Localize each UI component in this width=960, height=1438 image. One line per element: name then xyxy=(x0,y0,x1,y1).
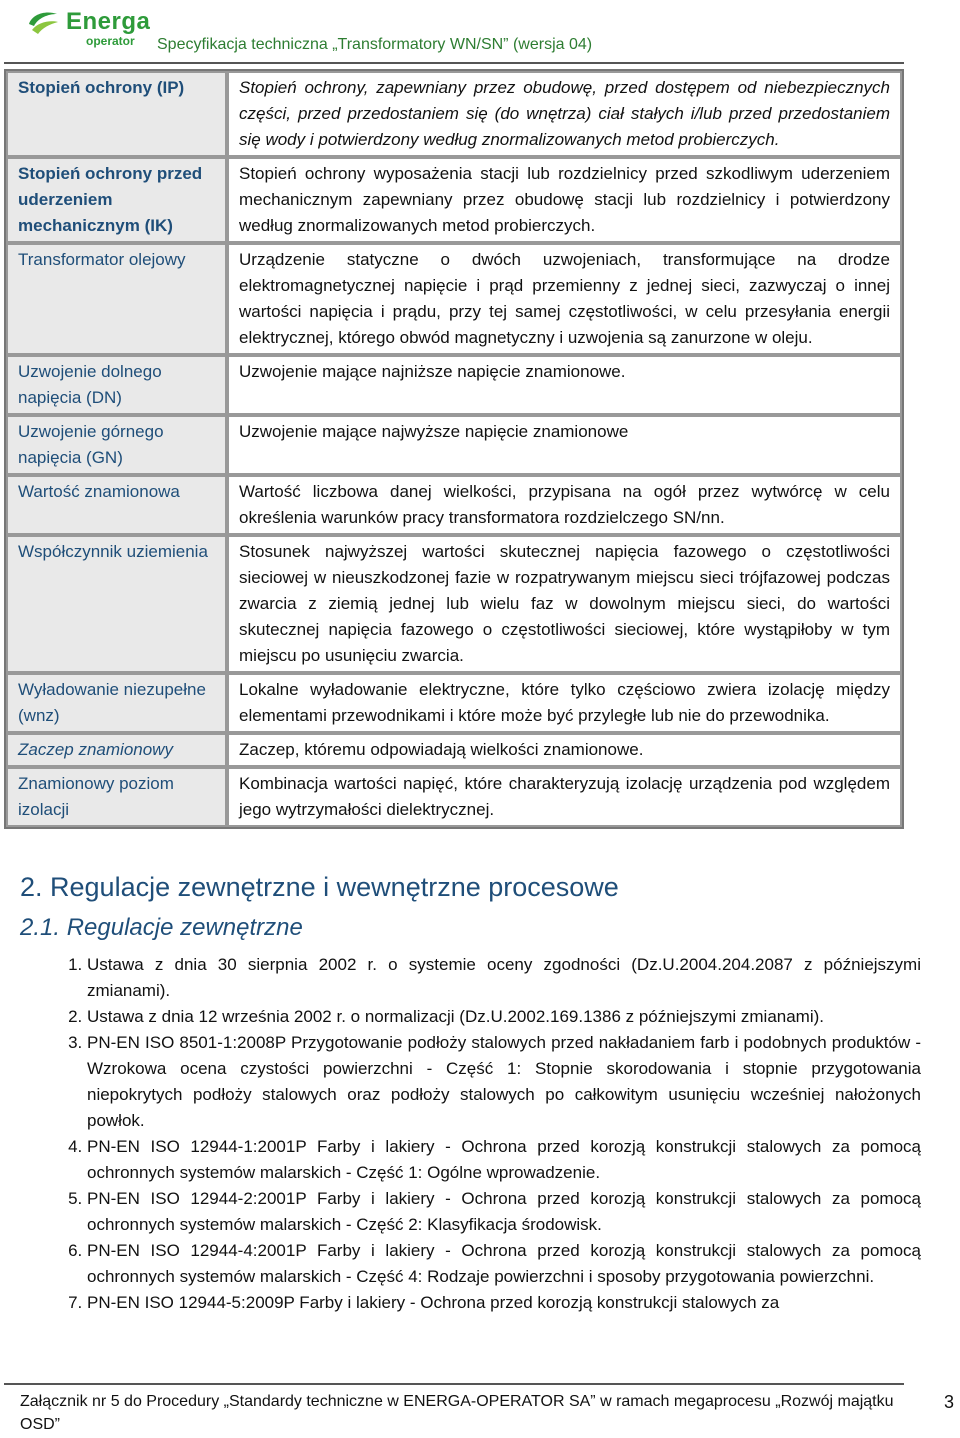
definition-term: Uzwojenie dolnego napięcia (DN) xyxy=(6,355,227,415)
definition-term: Stopień ochrony przed uderzeniem mechanicznym (IK) xyxy=(6,157,227,243)
footer-text: Załącznik nr 5 do Procedury „Standardy techniczne w ENERGA-OPERATOR SA” w ramach megaprocesu „Rozwój majątku OSD” xyxy=(20,1393,894,1433)
definition-text: Stopień ochrony wyposażenia stacji lub rozdzielnicy przed szkodliwym uderzeniem mechanicznym zapewniany przez obudowę stacji lub rozdzielnicy i potwierdzony według znormalizowanych metod probierczych. xyxy=(227,157,902,243)
logo-wordmark: Energa xyxy=(66,8,151,35)
list-item: 5. PN-EN ISO 12944-2:2001P Farby i lakiery - Ochrona przed korozją konstrukcji stalowych za pomocą ochronnych systemów malarskich - Część 2: Klasyfikacja środowisk. xyxy=(87,1186,921,1238)
table-row xyxy=(6,535,902,673)
definition-term: Wartość znamionowa xyxy=(6,475,227,535)
regulations-list xyxy=(52,952,921,1316)
section-heading: 2. Regulacje zewnętrzne i wewnętrzne procesowe xyxy=(20,872,619,902)
definition-text: Zaczep, któremu odpowiadają wielkości znamionowe. xyxy=(227,733,902,767)
energa-logo-mark-icon xyxy=(26,10,60,36)
page-number: 3 xyxy=(944,1392,955,1412)
list-item: 7. PN-EN ISO 12944-5:2009P Farby i lakiery - Ochrona przed korozją konstrukcji stalowych za xyxy=(87,1290,921,1316)
energa-logo xyxy=(26,8,166,48)
definition-text: Urządzenie statyczne o dwóch uzwojeniach, transformujące na drodze elektromagnetycznej napięcie i prąd przemienny z jednej sieci, zazwyczaj o innej wartości napięcia i prądu, przy tej samej częstotliwości, w celu przesyłania energii elektrycznej, którego obwód magnetyczny i uzwojenia są zanurzone w oleju. xyxy=(227,243,902,355)
table-row xyxy=(6,243,902,355)
specification-title: Specyfikacja techniczna „Transformatory WN/SN” (wersja 04) xyxy=(157,36,593,53)
list-item: 1. Ustawa z dnia 30 sierpnia 2002 r. o systemie oceny zgodności (Dz.U.2004.204.2087 z późniejszymi zmianami). xyxy=(87,952,921,1004)
list-item: 2. Ustawa z dnia 12 września 2002 r. o normalizacji (Dz.U.2002.169.1386 z późniejszymi zmianami). xyxy=(87,1004,921,1030)
logo-subtitle: operator xyxy=(86,34,135,48)
definition-term: Uzwojenie górnego napięcia (GN) xyxy=(6,415,227,475)
footer-divider xyxy=(4,1383,904,1385)
page-header xyxy=(0,0,960,64)
table-row xyxy=(6,673,902,733)
list-item: 3. PN-EN ISO 8501-1:2008P Przygotowanie podłoży stalowych przed nakładaniem farb i podobnych produktów - Wzrokowa ocena czystości powierzchni - Część 1: Stopnie skorodowania i stopnie przygotowania niepokrytych podłoży stalowych oraz podłoży stalowych po całkowitym usunięciu wcześniej nałożonych powłok. xyxy=(87,1030,921,1134)
definition-text: Uzwojenie mające najwyższe napięcie znamionowe xyxy=(227,415,902,475)
table-row xyxy=(6,415,902,475)
table-row xyxy=(6,767,902,827)
subsection-heading: 2.1. Regulacje zewnętrzne xyxy=(20,914,303,941)
list-item: 4. PN-EN ISO 12944-1:2001P Farby i lakiery - Ochrona przed korozją konstrukcji stalowych za pomocą ochronnych systemów malarskich - Część 1: Ogólne wprowadzenie. xyxy=(87,1134,921,1186)
list-item: 6. PN-EN ISO 12944-4:2001P Farby i lakiery - Ochrona przed korozją konstrukcji stalowych za pomocą ochronnych systemów malarskich - Część 4: Rodzaje powierzchni i sposoby przygotowania powierzchni. xyxy=(87,1238,921,1290)
table-row xyxy=(6,157,902,243)
definition-text: Wartość liczbowa danej wielkości, przypisana na ogół przez wytwórcę w celu określenia warunków pracy transformatora rozdzielczego SN/nn. xyxy=(227,475,902,535)
table-row xyxy=(6,475,902,535)
definition-term: Zaczep znamionowy xyxy=(6,733,227,767)
definition-term: Współczynnik uziemienia xyxy=(6,535,227,673)
table-row xyxy=(6,71,902,157)
definition-text: Stosunek najwyższej wartości skutecznej napięcia fazowego o częstotliwości sieciowej w nieuszkodzonej fazie w rozpatrywanym miejscu sieci trójfazowej podczas zwarcia z ziemią jednej lub wielu faz w dowolnym miejscu sieci, do wartości skutecznej napięcia fazowego o częstotliwości sieciowej, które wystąpiłoby w tym miejscu po usunięciu zwarcia. xyxy=(227,535,902,673)
definition-term: Transformator olejowy xyxy=(6,243,227,355)
definition-term: Wyładowanie niezupełne (wnz) xyxy=(6,673,227,733)
definitions-table xyxy=(4,69,904,829)
definition-term: Stopień ochrony (IP) xyxy=(6,71,227,157)
header-divider xyxy=(4,62,904,64)
definition-text: Kombinacja wartości napięć, które charakteryzują izolację urządzenia pod względem jego wytrzymałości dielektrycznej. xyxy=(227,767,902,827)
definition-term: Znamionowy poziom izolacji xyxy=(6,767,227,827)
definition-text: Uzwojenie mające najniższe napięcie znamionowe. xyxy=(227,355,902,415)
table-row xyxy=(6,355,902,415)
definition-text: Lokalne wyładowanie elektryczne, które tylko częściowo zwiera izolację między elementami przewodnikami i które może być przyległe lub nie do przewodnika. xyxy=(227,673,902,733)
definition-text: Stopień ochrony, zapewniany przez obudowę, przed dostępem od niebezpiecznych części, przed przedostaniem się (do wnętrza) ciał stałych i/lub przed przedostaniem się wody i potwierdzony według znormalizowanych metod probierczych. xyxy=(227,71,902,157)
table-row xyxy=(6,733,902,767)
